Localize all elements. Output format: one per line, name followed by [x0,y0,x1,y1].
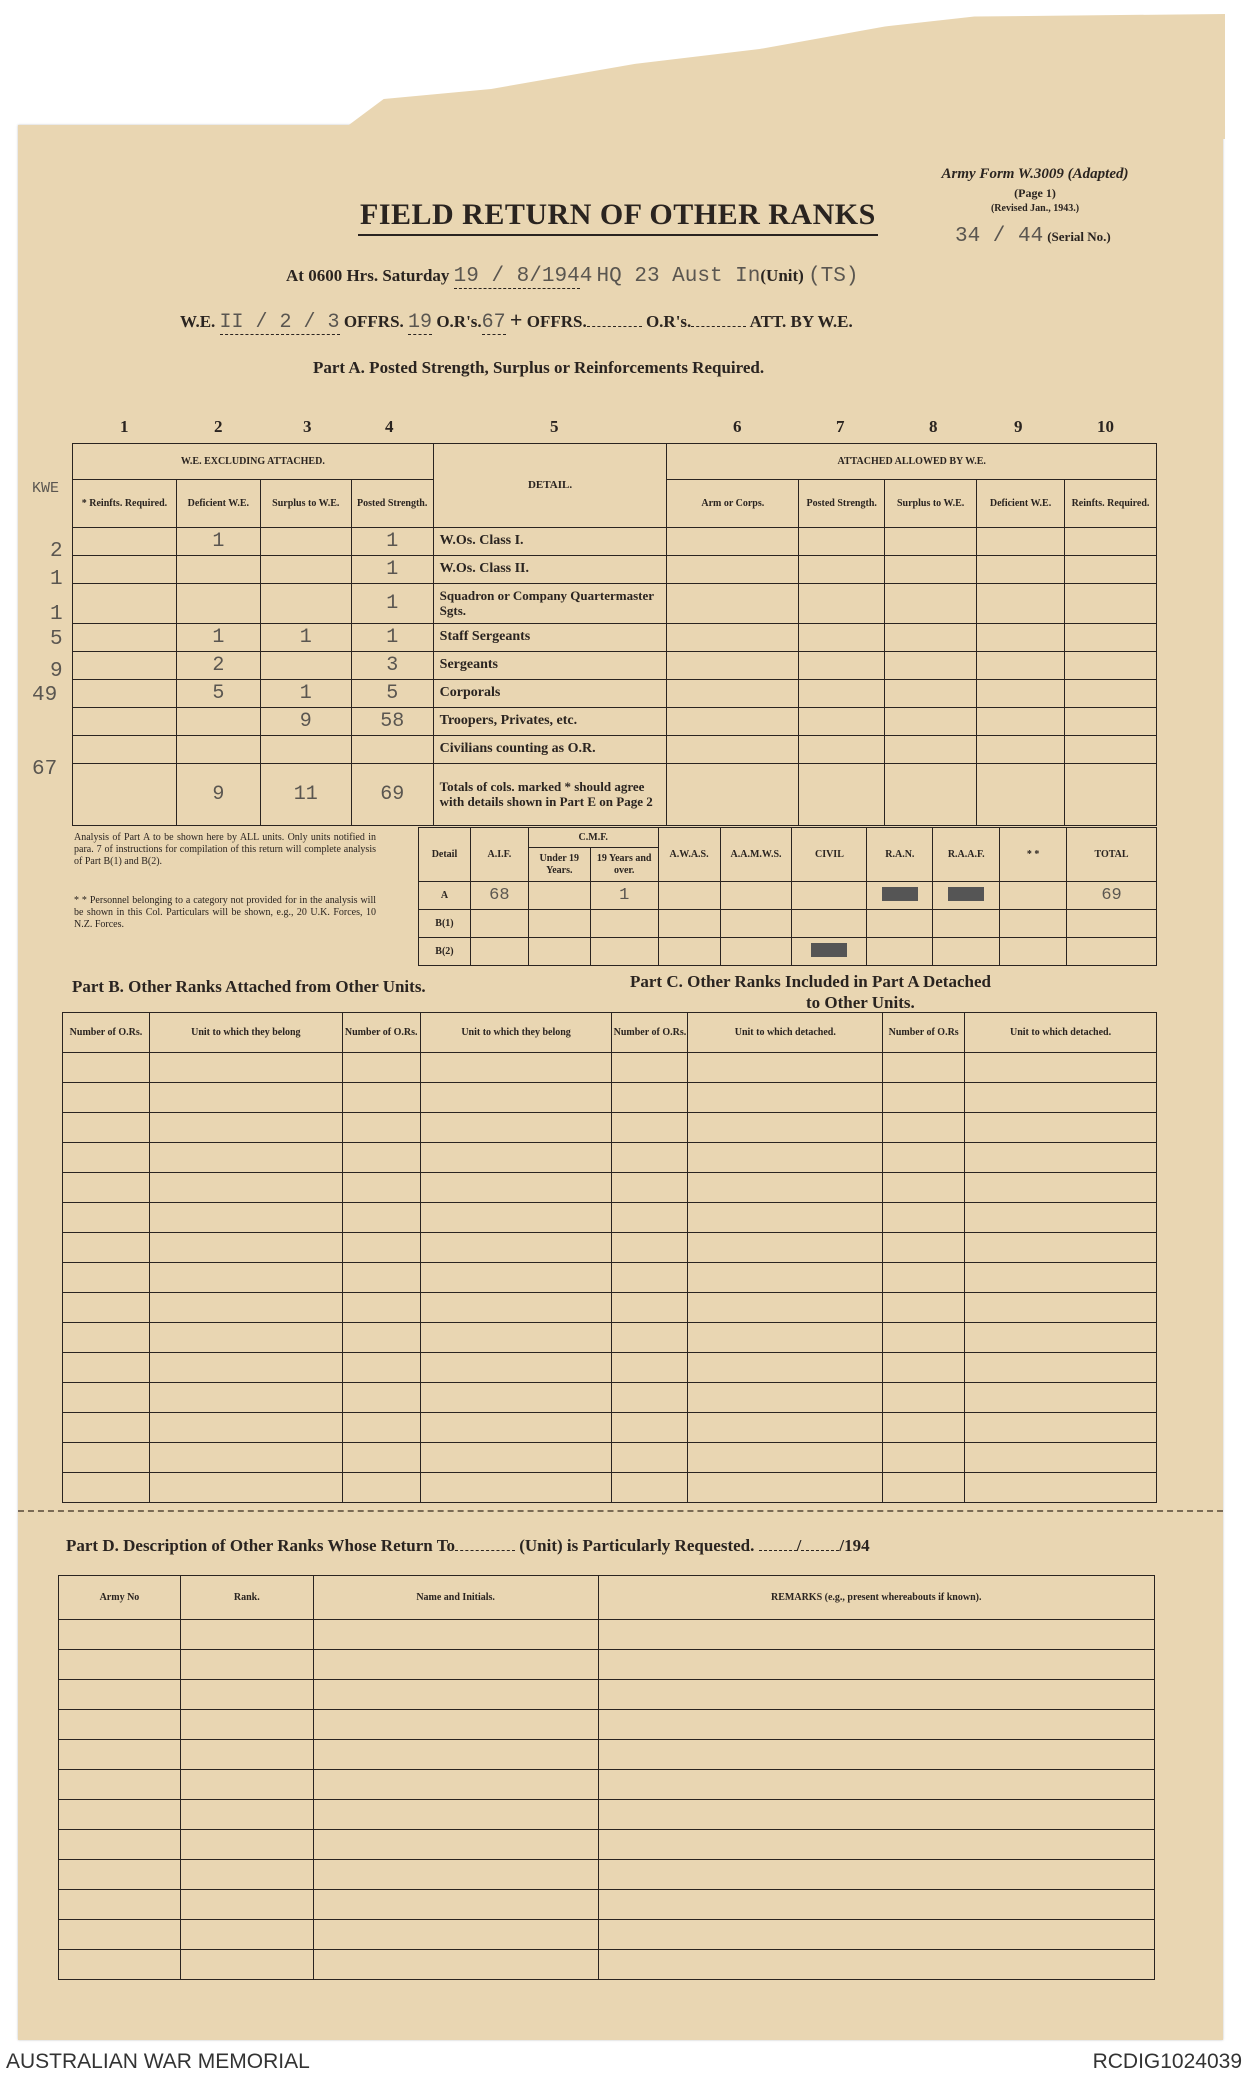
ran-header: R.A.N. [867,828,933,882]
analysis-row-b1 [419,910,1157,938]
cell-surplus [260,652,351,680]
table-row [59,1920,1155,1950]
cell-deficient [176,708,260,736]
part-b-col-header: Unit to which they belong [149,1013,342,1053]
col-header: Posted Strength. [799,480,885,528]
col-number-3: 3 [303,417,312,436]
cell-deficient: 5 [176,680,260,708]
row-detail: Squadron or Company Quartermaster Sgts. [433,584,667,624]
margin-number: 49 [32,684,58,707]
table-row [59,1800,1155,1830]
table-row [63,1353,1157,1383]
group-header-right: ATTACHED ALLOWED BY W.E. [667,444,1157,480]
cell-deficient: 1 [176,624,260,652]
part-d-col-header: Army No [59,1576,181,1620]
part-d-title-line: Part D. Description of Other Ranks Whose Return To (Unit) is Particularly Requested. / /194 [66,1536,870,1555]
redaction-blot [882,887,918,901]
att-label: ATT. BY W.E. [749,312,853,331]
part-c-col-header: Number of O.Rs [883,1013,965,1053]
table-row [59,1770,1155,1800]
cell-posted: 3 [351,652,433,680]
cell-surplus: 9 [260,708,351,736]
analysis-note: Analysis of Part A to be shown here by ALL units. Only units notified in para. 7 of instructions for compilation of this return will complete analysis of Part B(1) and B(2). [74,832,376,867]
total-value: 69 [1067,882,1157,910]
category-note: * * Personnel belonging to a category not provided for in the analysis will be shown in this Col. Particulars will be shown, e.g., 20 U.K. Forces, 10 N.Z. Forces. [74,895,376,930]
table-row [59,1830,1155,1860]
serial-value: 34 / 44 [955,225,1044,248]
total-header: TOTAL [1067,828,1157,882]
cell-posted [351,736,433,764]
row-label: B(1) [419,910,471,938]
other-header: * * [1000,828,1067,882]
redaction-blot [811,943,847,957]
analysis-table [418,827,1157,966]
cell-posted: 5 [351,680,433,708]
part-d-col-header: Rank. [180,1576,313,1620]
cell-posted: 58 [351,708,433,736]
col-header: Arm or Corps. [667,480,799,528]
table-row [63,1143,1157,1173]
row-detail: Corporals [433,680,667,708]
row-label: B(2) [419,938,471,966]
group-header-left: W.E. EXCLUDING ATTACHED. [73,444,434,480]
margin-number: 1 [50,603,63,626]
col-header: Deficient W.E. [977,480,1065,528]
cell-deficient [176,584,260,624]
row-label: A [419,882,471,910]
cell-posted-total: 69 [351,764,433,826]
unit-value: HQ 23 Aust In [596,265,761,288]
table-row [73,708,1157,736]
part-a-title: Part A. Posted Strength, Surplus or Reinforcements Required. [313,358,765,377]
cell-deficient: 2 [176,652,260,680]
awas-header: A.W.A.S. [658,828,720,882]
table-row [59,1620,1155,1650]
cell-surplus [260,736,351,764]
part-b-col-header: Number of O.Rs. [63,1013,150,1053]
cell-deficient [176,736,260,764]
table-row [63,1053,1157,1083]
part-d-month-blank [801,1550,839,1551]
table-row [59,1710,1155,1740]
col-header: Surplus to W.E. [885,480,977,528]
cell-surplus [260,584,351,624]
col-header: Reinfts. Required. [1065,480,1157,528]
table-row [63,1233,1157,1263]
row-detail: W.Os. Class II. [433,556,667,584]
table-row [63,1443,1157,1473]
col-number-5: 5 [550,417,559,436]
part-d-title: Part D. Description of Other Ranks Whose Return To [66,1536,455,1555]
ors-label: O.R's. [436,312,482,331]
under19-header: Under 19 Years. [528,848,590,882]
cell-deficient [176,556,260,584]
aif-header: A.I.F. [470,828,528,882]
table-row [59,1680,1155,1710]
col-number-7: 7 [836,417,845,436]
col-number-2: 2 [214,417,223,436]
table-row [73,584,1157,624]
cell-surplus-total: 11 [260,764,351,826]
part-d-day-blank [759,1550,797,1551]
cell-posted: 1 [351,556,433,584]
table-row [63,1203,1157,1233]
table-row [73,652,1157,680]
cell-surplus: 1 [260,624,351,652]
page-number: (Page 1) [1014,186,1056,200]
table-row [59,1890,1155,1920]
cell-surplus [260,556,351,584]
table-row [59,1650,1155,1680]
cell-deficient-total: 9 [176,764,260,826]
table-row [73,736,1157,764]
analysis-row-b2 [419,938,1157,966]
part-c-col-header: Unit to which detached. [688,1013,883,1053]
table-row [63,1413,1157,1443]
table-row [63,1263,1157,1293]
part-d-col-header: Name and Initials. [313,1576,598,1620]
part-c-col-header: Unit to which detached. [965,1013,1157,1053]
revised-date: (Revised Jan., 1943.) [990,203,1080,214]
army-form-number: Army Form W.3009 (Adapted) [941,166,1129,182]
offrs-label: OFFRS. [343,312,404,331]
offrs2-blank [587,326,642,327]
cell-surplus [260,528,351,556]
col-header: * Reinfts. Required. [73,480,177,528]
table-row [73,680,1157,708]
col-header: Surplus to W.E. [260,480,351,528]
row-detail: W.Os. Class I. [433,528,667,556]
parts-bc-table [62,1012,1157,1503]
serial-label: (Serial No.) [1047,229,1111,244]
table-row [59,1860,1155,1890]
serial-number [955,225,1111,248]
part-b-col-header: Unit to which they belong [420,1013,612,1053]
footer-source: AUSTRALIAN WAR MEMORIAL [6,2050,310,2073]
footer-id: RCDIG1024039 [1092,2050,1242,2073]
part-b-col-header: Number of O.Rs. [342,1013,420,1053]
part-c-col-header: Number of O.Rs. [612,1013,688,1053]
cmf-header: C.M.F. [528,828,658,848]
margin-number: 67 [32,758,58,781]
col-number-8: 8 [929,417,938,436]
part-d-year: /194 [839,1536,870,1555]
cell-posted: 1 [351,624,433,652]
ors-value: 67 [481,311,506,334]
detail-header: DETAIL. [433,444,667,528]
margin-number: 2 [50,540,63,563]
offrs2-label: OFFRS. [526,312,587,331]
col-number-1: 1 [120,417,129,436]
part-b-title: Part B. Other Ranks Attached from Other Units. [72,977,426,996]
table-row [63,1083,1157,1113]
over19-header: 19 Years and over. [590,848,658,882]
part-d-table [58,1575,1155,1980]
part-a-table [72,443,1157,826]
page-title: FIELD RETURN OF OTHER RANKS [360,198,876,231]
table-row [59,1740,1155,1770]
torn-corner [330,14,1225,139]
table-row [63,1473,1157,1503]
aif-value: 68 [470,882,528,910]
plus-sign: + [509,307,523,332]
part-d-unit-blank [455,1550,515,1551]
row-detail: Sergeants [433,652,667,680]
row-detail: Civilians counting as O.R. [433,736,667,764]
table-row [73,528,1157,556]
row-detail: Staff Sergeants [433,624,667,652]
part-c-title: Part C. Other Ranks Included in Part A Detached [630,972,991,991]
fold-line [18,1510,1223,1512]
margin-number: 9 [50,660,63,683]
col-number-4: 4 [385,417,394,436]
title-underline [358,234,878,236]
margin-number: 1 [50,568,63,591]
analysis-row-a [419,882,1157,910]
offrs-value: 19 [408,311,433,334]
col-number-6: 6 [733,417,742,436]
we-line [180,307,853,335]
redaction-blot [948,887,984,901]
at-label: At 0600 Hrs. Saturday [286,266,450,285]
unit-suffix: (TS) [808,265,859,288]
table-row [63,1293,1157,1323]
raaf-header: R.A.A.F. [933,828,1000,882]
part-c-title-line2: to Other Units. [806,993,915,1012]
date-digit: 4 [579,265,593,288]
table-row [73,624,1157,652]
date-line [286,265,859,289]
row-detail: Troopers, Privates, etc. [433,708,667,736]
ors2-blank [691,326,746,327]
col-header: Deficient W.E. [176,480,260,528]
table-row [63,1173,1157,1203]
cell-surplus: 1 [260,680,351,708]
cell-deficient: 1 [176,528,260,556]
aamws-header: A.A.M.W.S. [720,828,792,882]
table-row [73,556,1157,584]
part-d-title-mid: (Unit) is Particularly Requested. [519,1536,755,1555]
table-row [63,1323,1157,1353]
table-row-totals [73,764,1157,826]
date-value: 19 / 8/194 [453,265,580,288]
table-row [59,1950,1155,1980]
we-label: W.E. [180,312,216,331]
unit-label: (Unit) [760,266,804,285]
col-number-10: 10 [1097,417,1114,436]
margin-number: 5 [50,628,63,651]
table-row [63,1383,1157,1413]
ors2-label: O.R's. [645,312,692,331]
civil-header: CIVIL [792,828,867,882]
row-detail: Totals of cols. marked * should agree with details shown in Part E on Page 2 [433,764,667,826]
cell-posted: 1 [351,584,433,624]
col-header: Posted Strength. [351,480,433,528]
col-number-9: 9 [1014,417,1023,436]
table-row [63,1113,1157,1143]
we-value: II / 2 / 3 [219,311,340,334]
cell-posted: 1 [351,528,433,556]
analysis-detail-header: Detail [419,828,471,882]
over19-value: 1 [590,882,658,910]
part-d-col-header: REMARKS (e.g., present whereabouts if known). [598,1576,1155,1620]
margin-label: KWE [32,480,60,497]
